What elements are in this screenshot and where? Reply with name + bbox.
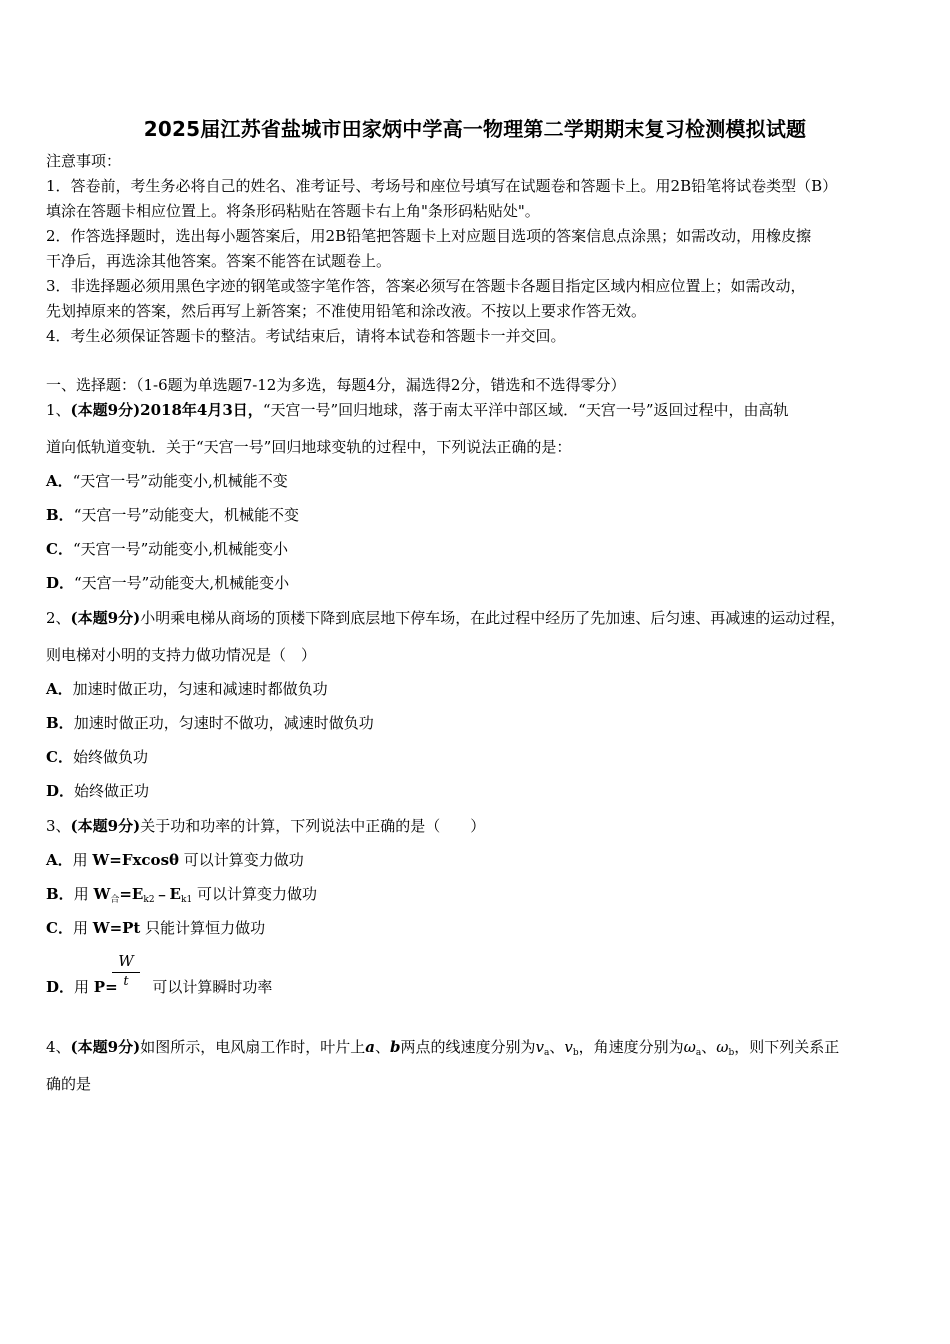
option-text: 始终做正功 bbox=[74, 782, 150, 800]
notice-line: 填涂在答题卡相应位置上。将条形码粘贴在答题卡右上角"条形码粘贴处"。 bbox=[46, 202, 540, 220]
question-score: (本题9分)2018年4月3日， bbox=[70, 401, 263, 419]
option-letter: B． bbox=[46, 506, 74, 524]
section-heading: 一、选择题：（1-6题为单选题7-12为多选，每题4分，漏选得2分，错选和不选得零分） bbox=[46, 376, 626, 394]
point-b: b bbox=[389, 1038, 401, 1056]
option-pre: 用 bbox=[72, 919, 93, 937]
option-text: “天宫一号”动能变大,机械能变小 bbox=[74, 574, 290, 592]
question-number: 4、 bbox=[46, 1038, 71, 1056]
option-text: 加速时做正功，匀速时不做功，减速时做负功 bbox=[73, 714, 374, 732]
question-2-line-1 bbox=[46, 608, 845, 628]
question-text: 如图所示，电风扇工作时，叶片上 bbox=[140, 1038, 366, 1056]
q3-option-c[interactable] bbox=[46, 918, 265, 938]
question-2-line-2: 则电梯对小明的支持力做功情况是（ ） bbox=[46, 646, 317, 664]
option-post: 可以计算变力做功 bbox=[179, 851, 304, 869]
q2-option-b[interactable] bbox=[46, 713, 374, 733]
q3-option-d[interactable] bbox=[46, 977, 272, 997]
q2-option-d[interactable] bbox=[46, 781, 149, 801]
question-score: (本题9分) bbox=[70, 817, 141, 835]
q2-option-c[interactable] bbox=[46, 747, 148, 767]
option-letter: D． bbox=[46, 782, 75, 800]
option-text: “天宫一号”动能变小,机械能不变 bbox=[72, 472, 288, 490]
question-text: 小明乘电梯从商场的顶楼下降到底层地下停车场，在此过程中经历了先加速、后匀速、再减速的运动过程， bbox=[140, 609, 846, 627]
question-score: (本题9分) bbox=[70, 1038, 141, 1056]
option-formula: P= bbox=[93, 978, 118, 996]
option-letter: A． bbox=[46, 472, 73, 490]
question-text: 关于功和功率的计算，下列说法中正确的是（ ） bbox=[140, 817, 486, 835]
q3-option-a[interactable] bbox=[46, 850, 304, 870]
option-formula: W=Pt bbox=[92, 919, 141, 937]
option-text: 始终做负功 bbox=[72, 748, 148, 766]
notice-line: 2．作答选择题时，选出每小题答案后，用2B铅笔把答题卡上对应题目选项的答案信息点涂黑；如需改动，用橡皮擦 bbox=[46, 227, 812, 245]
exam-title: 2025届江苏省盐城市田家炳中学高一物理第二学期期末复习检测模拟试题 bbox=[143, 117, 807, 141]
question-text: 、 bbox=[549, 1038, 565, 1056]
option-text: “天宫一号”动能变小,机械能变小 bbox=[72, 540, 289, 558]
option-post: 可以计算瞬时功率 bbox=[147, 978, 273, 996]
velocity-a: v bbox=[535, 1038, 544, 1056]
notice-heading: 注意事项： bbox=[46, 152, 122, 170]
notice-line: 4．考生必须保证答题卡的整洁。考试结束后，请将本试卷和答题卡一并交回。 bbox=[46, 327, 566, 345]
question-number: 1、 bbox=[46, 401, 71, 419]
option-letter: C． bbox=[46, 748, 73, 766]
question-1-line-1 bbox=[46, 400, 789, 420]
option-letter: B． bbox=[46, 714, 74, 732]
formula-eq: =E bbox=[119, 885, 144, 903]
question-number: 2、 bbox=[46, 609, 71, 627]
option-text: 加速时做正功，匀速和减速时都做负功 bbox=[72, 680, 328, 698]
q1-option-c[interactable] bbox=[46, 539, 288, 559]
notice-line: 3．非选择题必须用黑色字迹的钢笔或签字笔作答，答案必须写在答题卡各题目指定区域内相应位置上；如需改动， bbox=[46, 277, 806, 295]
q1-option-b[interactable] bbox=[46, 505, 299, 525]
option-post: 可以计算变力做功 bbox=[192, 885, 317, 903]
fraction-w-over-t bbox=[112, 952, 140, 991]
formula-sub: k1 bbox=[180, 895, 193, 905]
omega-a-sub: a bbox=[695, 1048, 702, 1058]
option-letter: A． bbox=[46, 680, 73, 698]
option-letter: C． bbox=[46, 919, 73, 937]
option-formula: W=Fxcosθ bbox=[92, 851, 180, 869]
question-3-line-1 bbox=[46, 816, 485, 836]
q1-option-a[interactable] bbox=[46, 471, 288, 491]
question-text: 两点的线速度分别为 bbox=[400, 1038, 536, 1056]
formula-w: W bbox=[93, 885, 111, 903]
fraction-numerator: W bbox=[112, 952, 140, 973]
notice-line: 干净后，再选涂其他答案。答案不能答在试题卷上。 bbox=[46, 252, 392, 270]
notice-line: 先划掉原来的答案，然后再写上新答案；不准使用铅笔和涂改液。不按以上要求作答无效。 bbox=[46, 302, 647, 320]
formula-sub: 合 bbox=[110, 895, 120, 905]
question-text: “天宫一号”回归地球，落于南太平洋中部区域．“天宫一号”返回过程中，由高轨 bbox=[262, 401, 789, 419]
question-score: (本题9分) bbox=[70, 609, 141, 627]
formula-minus: ﹣E bbox=[154, 885, 181, 903]
option-letter: C． bbox=[46, 540, 73, 558]
option-text: “天宫一号”动能变大，机械能不变 bbox=[73, 506, 300, 524]
formula-sub: k2 bbox=[143, 895, 155, 905]
option-pre: 用 bbox=[72, 851, 93, 869]
question-1-line-2: 道向低轨道变轨．关于“天宫一号”回归地球变轨的过程中，下列说法正确的是： bbox=[46, 438, 572, 456]
option-letter: D． bbox=[46, 574, 75, 592]
question-text: 、 bbox=[701, 1038, 717, 1056]
omega-a: ω bbox=[683, 1038, 696, 1056]
velocity-b: v bbox=[564, 1038, 573, 1056]
omega-b-sub: b bbox=[728, 1048, 735, 1058]
option-pre: 用 bbox=[73, 885, 94, 903]
option-letter: D． bbox=[46, 978, 75, 996]
point-a: a bbox=[365, 1038, 375, 1056]
option-post: 只能计算恒力做功 bbox=[140, 919, 266, 937]
q1-option-d[interactable] bbox=[46, 573, 289, 593]
velocity-a-sub: a bbox=[543, 1048, 550, 1058]
question-4-line-2: 确的是 bbox=[46, 1075, 92, 1093]
option-letter: B． bbox=[46, 885, 74, 903]
question-4-line-1 bbox=[46, 1037, 839, 1063]
question-text: ，则下列关系正 bbox=[734, 1038, 840, 1056]
fraction-denominator: t bbox=[123, 974, 129, 989]
question-text: ，角速度分别为 bbox=[578, 1038, 684, 1056]
question-number: 3、 bbox=[46, 817, 71, 835]
option-letter: A． bbox=[46, 851, 73, 869]
velocity-b-sub: b bbox=[572, 1048, 579, 1058]
omega-b: ω bbox=[716, 1038, 729, 1056]
notice-line: 1．答卷前，考生务必将自己的姓名、准考证号、考场号和座位号填写在试题卷和答题卡上。用2B铅笔将试卷类型（B） bbox=[46, 177, 838, 195]
q2-option-a[interactable] bbox=[46, 679, 328, 699]
option-pre: 用 bbox=[74, 978, 94, 996]
q3-option-b[interactable] bbox=[46, 884, 317, 910]
question-text: 、 bbox=[374, 1038, 390, 1056]
